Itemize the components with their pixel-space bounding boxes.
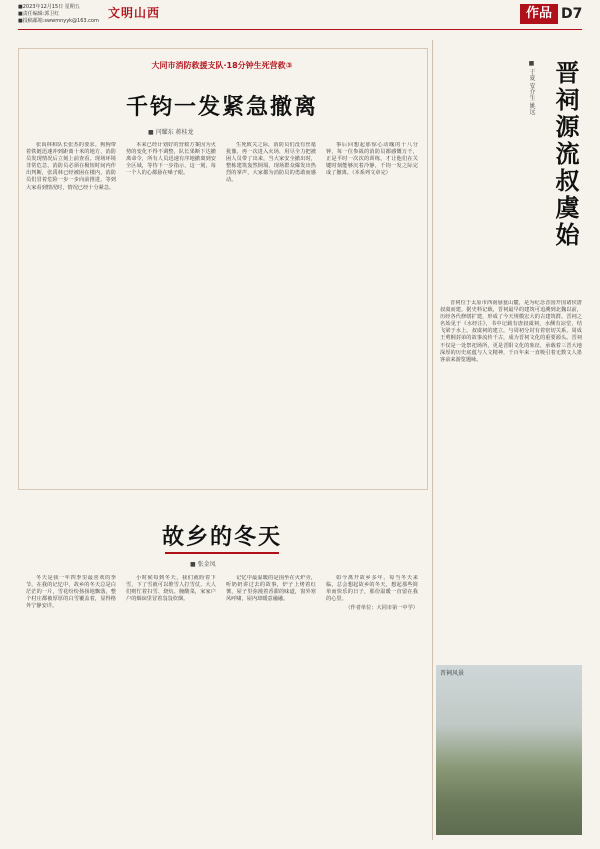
right-column-text xyxy=(440,300,582,610)
article1-col4-text: 事后回想起那惊心动魄的十八分钟，每一位参战的消防员都感慨万千，正是平时一次次的训练，才让他们在关键时刻能够沉着冷静，千钧一发之际完成了撤离。（本系列文章完） xyxy=(326,142,418,177)
article1-kicker: 大同市消防救援支队·18分钟生死营救③ xyxy=(151,61,293,70)
article1-col3 xyxy=(226,142,316,480)
article2-col2-text: 小时候每到冬天，我们就盼着下雪，下了雪就可以堆雪人打雪仗，大人们则忙着扫雪、烧炕、腌酸菜，家家户户的烟囱里冒着袅袅炊烟。 xyxy=(126,575,216,603)
article2-col2 xyxy=(126,575,216,841)
right-text: 晋祠位于太原市西南悬瓮山麓，是为纪念晋国开国诸侯唐叔虞而建。据史料记载，晋祠最早的建筑可追溯到北魏以前，历经各代修缮扩建，形成了今天规模宏大的古建筑群。晋祠之名始见于《水经注》，书中记载有唐叔虞祠，水侧有凉堂，结飞梁于水上。叔虞祠的建立，与周初分封有着密切关系，周成王剪桐封弟的故事流传千古，成为晋祠文化的重要源头。晋祠不仅是一处祭祀场所，更是晋阳文化的象征，承载着三晋大地深厚的历史底蕴与人文精神，千百年来一直吸引着无数文人墨客前来游览题咏。 xyxy=(440,300,582,363)
photo-caption: 晋祠风景 xyxy=(440,670,465,677)
article1-col4 xyxy=(326,142,418,480)
article1-col2-text: 本来已经计划好的营救方案因为火势的变化不得不调整，队长果断下达撤离命令，所有人员迅速有序地撤离到安全区域，等待下一步指示，这一刻，每一个人的心都悬在嗓子眼。 xyxy=(126,142,216,177)
masthead-info xyxy=(18,4,99,25)
masthead-rule xyxy=(18,29,582,30)
article2-title-bar xyxy=(165,552,279,554)
article2-col4 xyxy=(326,575,418,841)
article1-col1-text: 张禹林和队长张杰的要求。狗狗带着铁链迅速冲到距离十米的地方，消防员发现情况后立刻上前查看。现场环境非常危急，消防员必须在极短时间内作出判断，张禹林已经被困在楼内，消防员们冒着危险一步一步向前推进，等到大家看到情况时，情况已经十分紧急。 xyxy=(26,142,116,191)
article2-end-note: （作者单位：大同市第一中学） xyxy=(345,605,418,612)
article2-col4-text: 如今离开故乡多年，每当冬天来临，总会想起故乡的冬天，想起那些简单而快乐的日子，那份温暖一直留在我的心里。 xyxy=(326,575,418,603)
article2-col1-text: 冬天是我一年四季里最喜欢的季节。在我的记忆中，故乡的冬天总是白茫茫的一片，雪花纷纷扬扬地飘落，整个村庄都被厚厚的白雪覆盖着，显得格外宁静安详。 xyxy=(26,575,116,610)
article1-col2 xyxy=(126,142,216,480)
right-column-divider xyxy=(432,40,433,840)
article2-headline: 故乡的冬天 xyxy=(161,524,282,550)
article1-byline: ■ 闫耀东 蒋桂龙 xyxy=(148,129,194,136)
brand-logo: 文明山西 xyxy=(108,6,161,20)
article1-headline: 千钧一发紧急撤离 xyxy=(125,94,318,120)
masthead-email: ■投稿邮箱:swwmnyyk@163.com xyxy=(18,18,99,24)
article1-col1 xyxy=(26,142,116,480)
section-badge: 作品 xyxy=(520,4,558,24)
masthead-editor: ■责任编辑:郭卫红 xyxy=(18,11,60,17)
page-number: D7 xyxy=(561,6,583,22)
article2-col3-text: 记忆中最温暖的是围坐在火炉旁，听奶奶讲过去的故事，炉子上烤着红薯，屋子里弥漫着香甜的味道，窗外寒风呼啸，屋内却暖意融融。 xyxy=(226,575,316,603)
masthead-date: ■2023年12月15日 星期五 xyxy=(18,4,80,10)
right-title: 晋祠源流叔虞始 xyxy=(551,60,580,249)
jinci-photo xyxy=(436,665,582,835)
article2-col3 xyxy=(226,575,316,841)
article2-byline: ■ 张金凤 xyxy=(190,561,216,568)
right-byline: ■ 于夏 安介生 姚远 xyxy=(528,60,535,115)
article1-col3-text: 生死攸关之际，消防员们没有丝毫犹豫，再一次进入火场，用尽全力把被困人员带了出来，当大家安全撤出时，整栋建筑轰然倒塌，现场群众爆发出热烈的掌声，大家都为消防员的勇敢而感动。 xyxy=(226,142,316,184)
article2-col1 xyxy=(26,575,116,841)
